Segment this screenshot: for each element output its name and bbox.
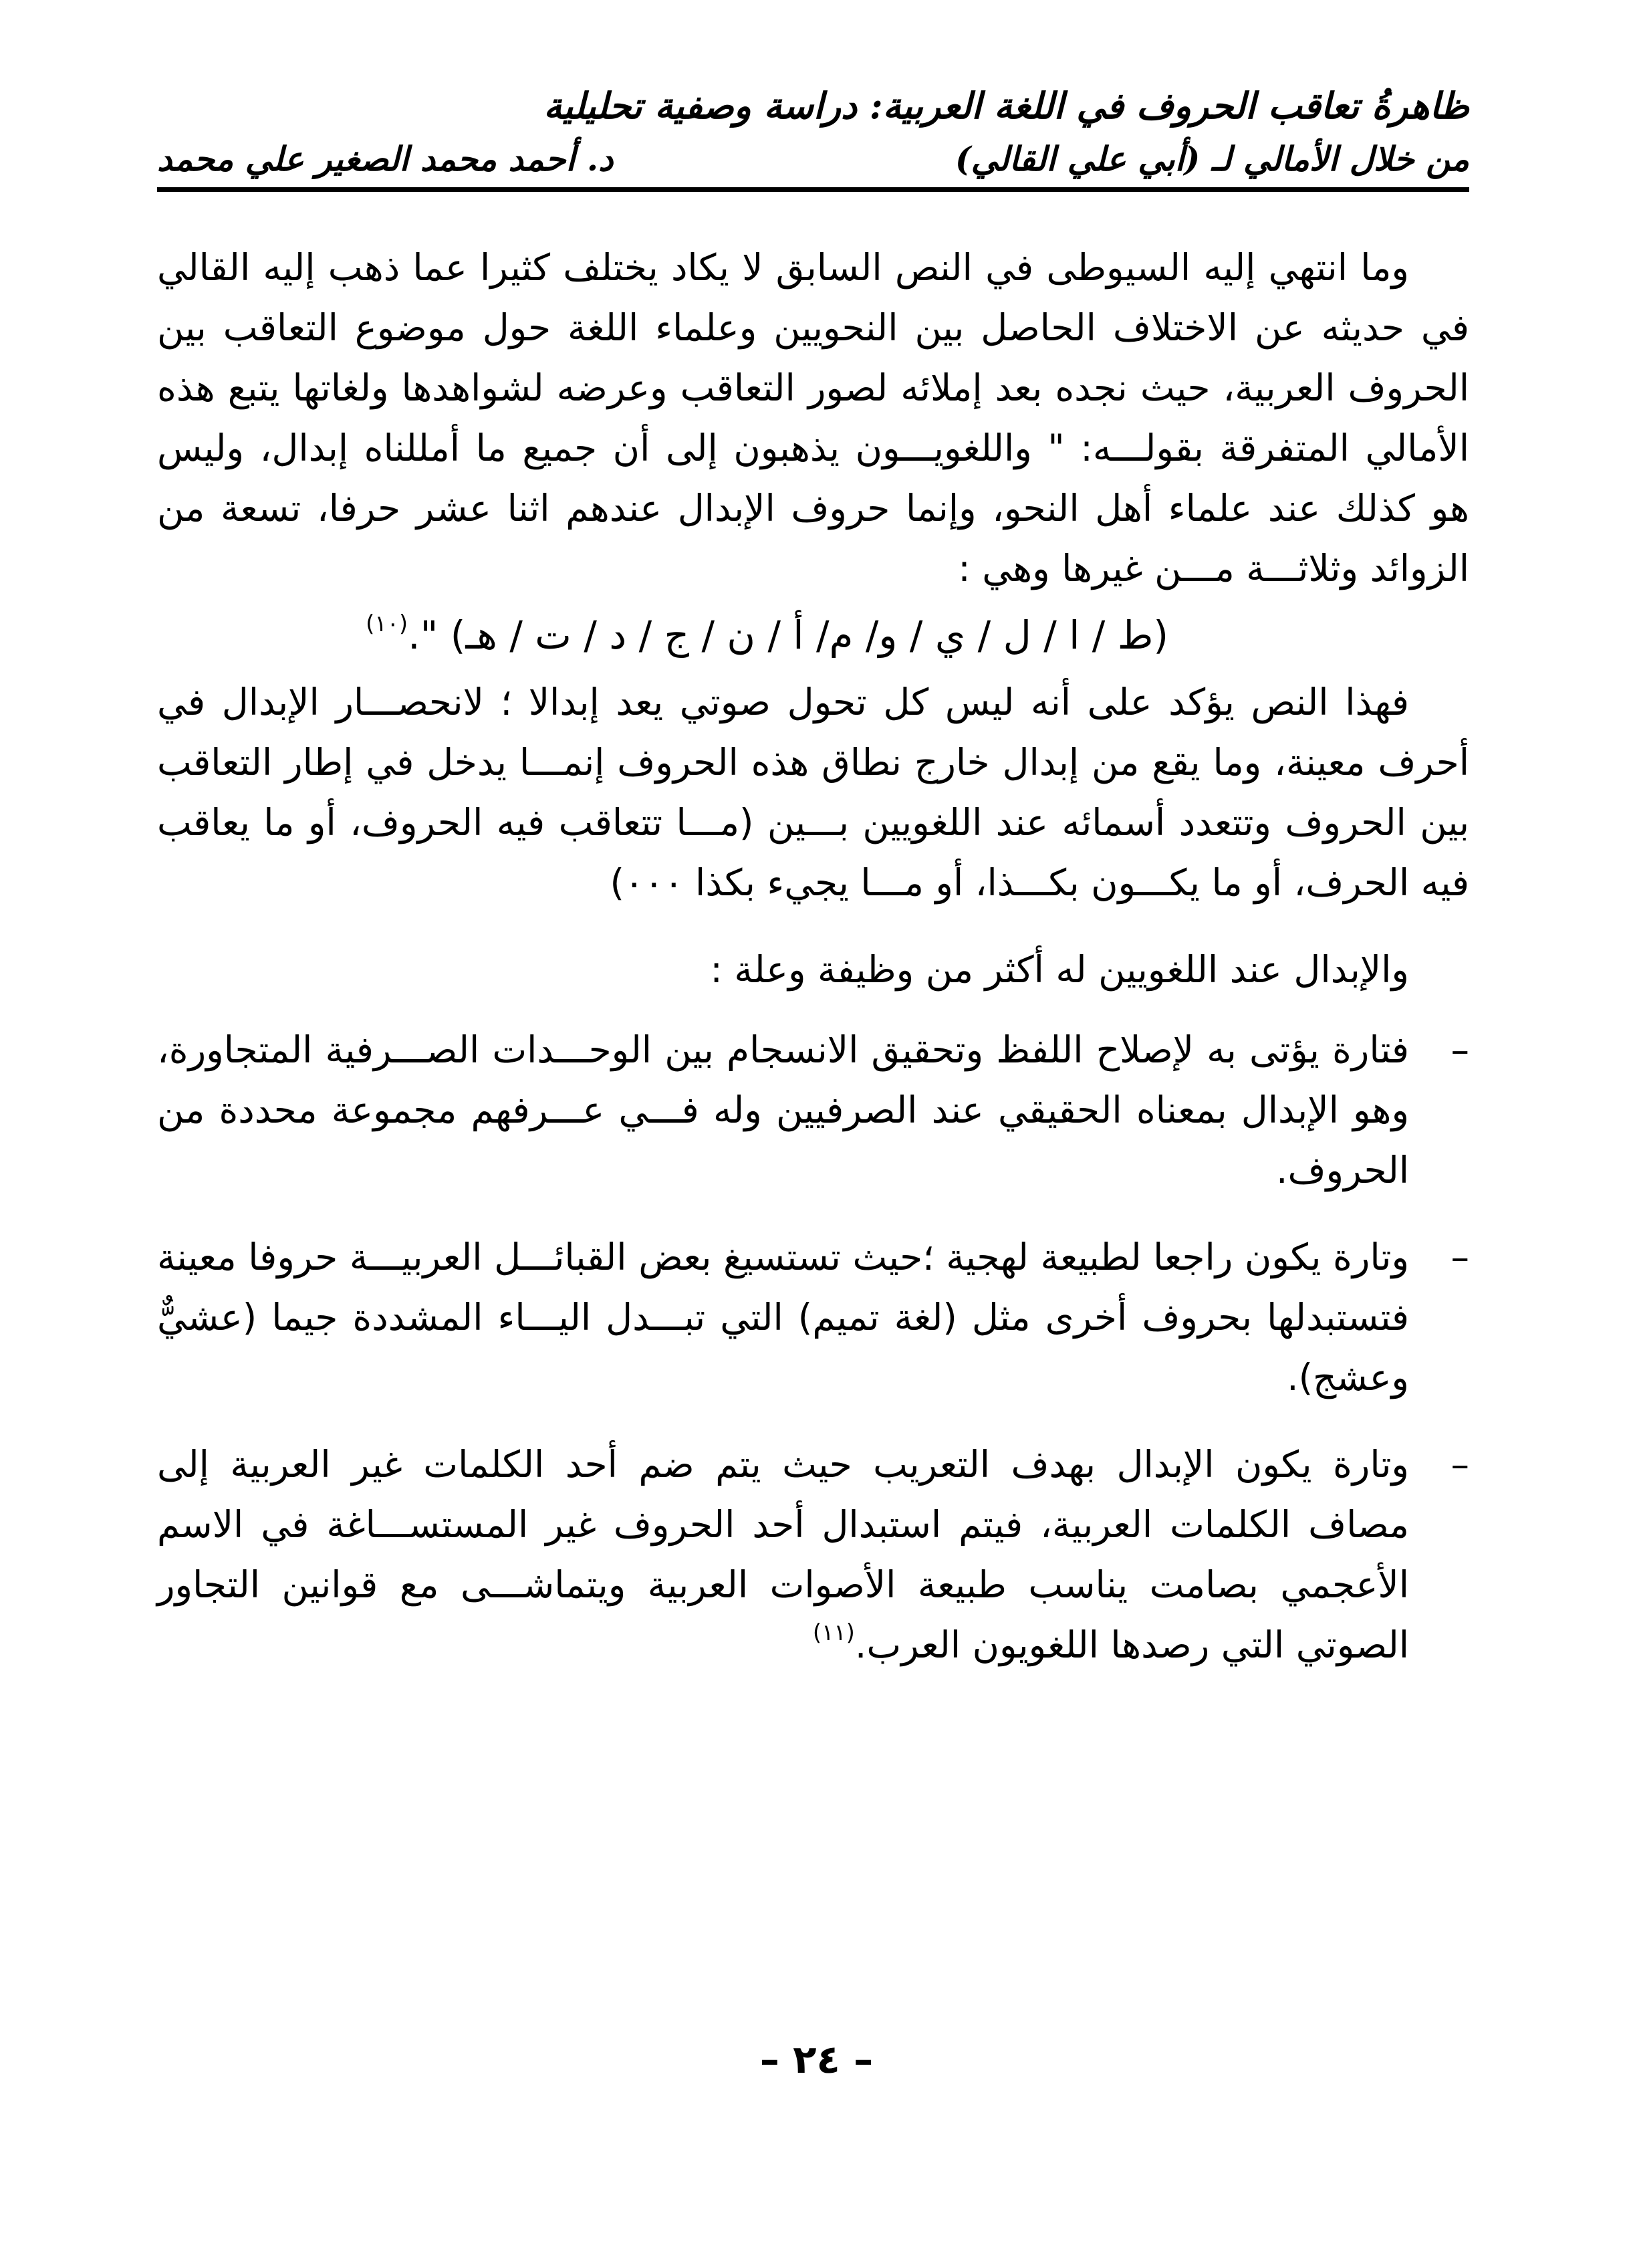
list-item-text: وتارة يكون راجعا لطبيعة لهجية ؛حيث تستسيغ بعض القبائـــل العربيـــة حروفا معينة فتستبدلها بحروف أخرى مثل (لغة تميم) التي تبـــدل اليـــاء المشددة جيما (عشيٌّ وعشج). bbox=[157, 1236, 1409, 1399]
paragraph-spacer bbox=[157, 1000, 1469, 1020]
dash-bullet-icon: – bbox=[1451, 1236, 1469, 1278]
paragraph-spacer bbox=[157, 913, 1469, 939]
function-list bbox=[157, 1020, 1469, 1675]
list-item bbox=[157, 1434, 1469, 1675]
list-item-text: وتارة يكون الإبدال بهدف التعريب حيث يتم ضم أحد الكلمات غير العربية إلى مصاف الكلمات العربية، فيتم استبدال أحد الحروف غير المستســـاغة في الاسم الأعجمي بصامت يناسب طبيعة الأصوات العربية ويتماشـــى مع قوانين التجاور الصوتي التي رصدها اللغويون العرب. bbox=[157, 1443, 1409, 1666]
header-subtitle: من خلال الأمالي لـ (أبي علي القالي) bbox=[955, 139, 1469, 179]
list-item bbox=[157, 1020, 1469, 1200]
paragraph-2: فهذا النص يؤكد على أنه ليس كل تحول صوتي يعد إبدالا ؛ لانحصـــار الإبدال في أحرف معينة، وما يقع من إبدال خارج نطاق هذه الحروف إنمـــا يدخل في إطار التعاقب بين الحروف وتتعدد أسمائه عند اللغويين بـــين (مـــا تتعاقب فيه الحروف، أو ما يعاقب فيه الحرف، أو ما يكـــون بكـــذا، أو مـــا يجيء بكذا ٠٠٠) bbox=[157, 681, 1469, 904]
header-author: د. أحمد محمد الصغير علي محمد bbox=[157, 139, 614, 179]
header-title: ظاهرةُ تعاقب الحروف في اللغة العربية: دراسة وصفية تحليلية bbox=[543, 84, 1469, 127]
dash-bullet-icon: – bbox=[1451, 1028, 1469, 1071]
page-number: – ٢٤ – bbox=[759, 2037, 874, 2082]
header-divider bbox=[157, 187, 1469, 192]
running-header bbox=[157, 79, 1469, 193]
substitution-letters-line bbox=[157, 598, 1469, 672]
footnote-marker-11: (١١) bbox=[812, 1619, 855, 1646]
substitution-letters: (ط / ا / ل / ي / و/ م/ أ / ن / ج / د / ت / هـ) ". bbox=[408, 612, 1168, 658]
paragraph-1: وما انتهي إليه السيوطى في النص السابق لا يكاد يختلف كثيرا عما ذهب إليه القالي في حديثه عن الاختلاف الحاصل بين النحويين وعلماء اللغة حول موضوع التعاقب بين الحروف العربية، حيث نجده بعد إملائه لصور التعاقب وعرضه لشواهدها ولغاتها يتبع هذه الأمالي المتفرقة بقولـــه: " واللغويـــون يذهبون إلى أن جميع ما أمللناه إبدال، وليس هو كذلك عند علماء أهل النحو، وإنما حروف الإبدال عندهم اثنا عشر حرفا، تسعة من الزوائد وثلاثـــة مـــن غيرها وهي : bbox=[157, 246, 1469, 590]
list-item bbox=[157, 1227, 1469, 1407]
list-item-text: فتارة يؤتى به لإصلاح اللفظ وتحقيق الانسجام بين الوحـــدات الصـــرفية المتجاورة، وهو الإبدال بمعناه الحقيقي عند الصرفيين وله فـــي عـــرفهم مجموعة محددة من الحروف. bbox=[157, 1028, 1409, 1192]
body-text bbox=[157, 237, 1469, 1702]
dash-bullet-icon: – bbox=[1451, 1443, 1469, 1486]
footnote-marker-10: (١٠) bbox=[366, 610, 408, 637]
paragraph-3: والإبدال عند اللغويين له أكثر من وظيفة وعلة : bbox=[710, 948, 1409, 991]
header-second-row bbox=[157, 134, 1469, 187]
